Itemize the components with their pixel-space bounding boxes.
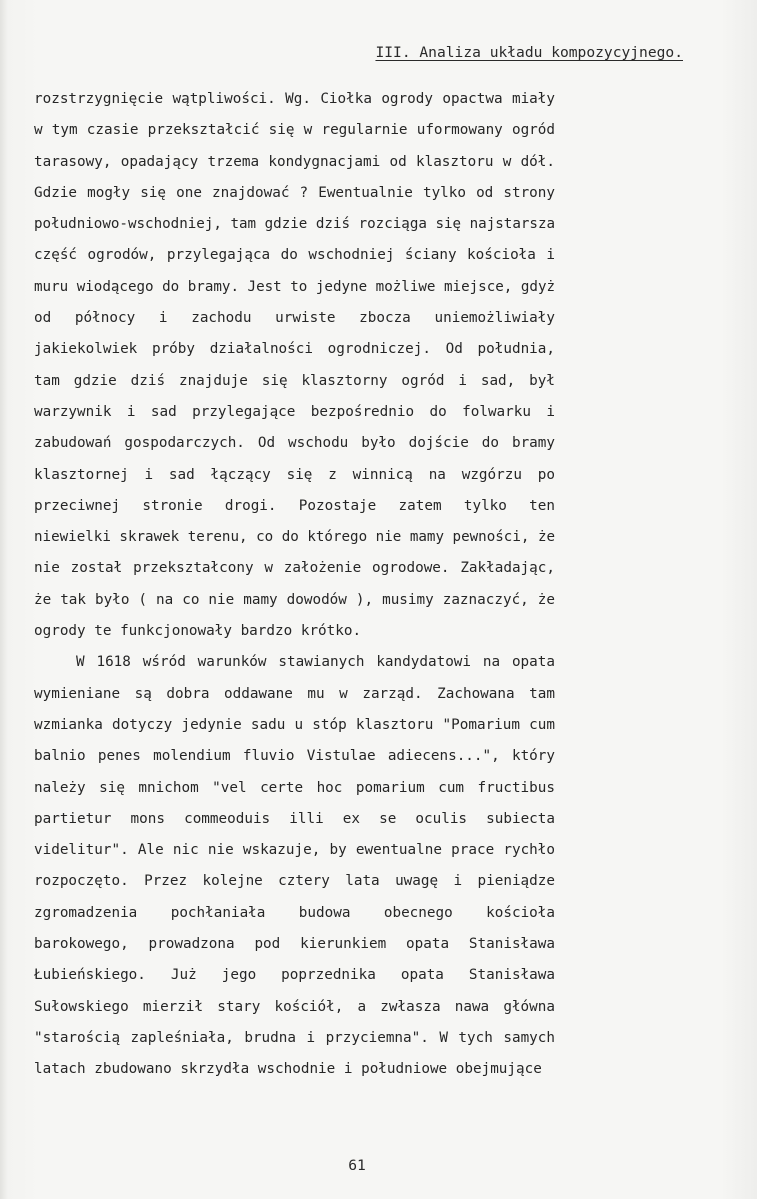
text-line: przeciwnej stronie drogi. Pozostaje zatem tylko ten [34,497,555,514]
text-line: część ogrodów, przylegająca do wschodniej ściany kościoła i [34,247,555,264]
text-line: południowo-wschodniej, tam gdzie dziś rozciąga się najstarsza [34,216,556,233]
text-line: że tak było ( na co nie mamy dowodów ), musimy zaznaczyć, że [34,591,555,608]
text-line: Sułowskiego mierził stary kościół, a zwłasza nawa główna [34,998,555,1015]
text-line: rozstrzygnięcie wątpliwości. Wg. Ciołka ogrody opactwa miały [34,91,555,107]
text-line: rozpoczęto. Przez kolejne cztery lata uwagę i pieniądze [34,873,555,890]
text-line: zabudowań gospodarczych. Od wschodu było dojście do bramy [34,435,555,452]
text-line: Łubieńskiego. Już jego poprzednika opata Stanisława [34,967,555,984]
running-header: III. Analiza układu kompozycyjnego. [375,44,683,61]
text-line: nie został przekształcony w założenie ogrodowe. Zakładając, [34,560,555,577]
text-line: tarasowy, opadający trzema kondygnacjami od klasztoru w dół. [34,153,555,170]
text-line: niewielki skrawek terenu, co do którego nie mamy pewności, że [34,529,556,546]
text-line: partietur mons commeoduis illi ex se oculis subiecta [34,810,555,827]
body-text [34,84,555,1086]
text-line: zgromadzenia pochłaniała budowa obecnego kościoła [34,904,555,921]
text-line: w tym czasie przekształcić się w regularnie uformowany ogród [34,122,555,139]
text-line: Gdzie mogły się one znajdować ? Ewentualnie tylko od strony [34,184,555,201]
page-number: 61 [348,1157,366,1174]
text-line: należy się mnichom "vel certe hoc pomarium cum fructibus [34,779,555,796]
paragraph [34,647,555,1085]
text-line: "starością zapleśniała, brudna i przyciemna". W tych samych [34,1029,555,1046]
paragraph [34,84,555,647]
text-line: balnio penes molendium fluvio Vistulae adiecens...", który [34,748,555,765]
text-line: ogrody te funkcjonowały bardzo krótko. [34,623,362,640]
text-line: W 1618 wśród warunków stawianych kandydatowi na opata [76,654,555,671]
text-line: videlitur". Ale nic nie wskazuje, by ewentualne prace rychło [34,842,555,859]
text-line: wymieniane są dobra oddawane mu w zarząd. Zachowana tam [34,685,555,702]
text-line: muru wiodącego do bramy. Jest to jedyne możliwe miejsce, gdyż [34,278,556,295]
text-line: jakiekolwiek próby działalności ogrodniczej. Od południa, [34,341,555,358]
text-line: warzywnik i sad przylegające bezpośrednio do folwarku i [34,403,555,420]
text-line: wzmianka dotyczy jedynie sadu u stóp klasztoru "Pomarium cum [34,716,555,733]
text-line: barokowego, prowadzona pod kierunkiem opata Stanisława [34,936,555,953]
text-line: latach zbudowano skrzydła wschodnie i południowe obejmujące [34,1061,542,1078]
text-line: tam gdzie dziś znajduje się klasztorny ogród i sad, był [34,372,555,389]
text-line: od północy i zachodu urwiste zbocza uniemożliwiały [34,310,555,327]
text-line: klasztornej i sad łączący się z winnicą na wzgórzu po [34,466,555,483]
